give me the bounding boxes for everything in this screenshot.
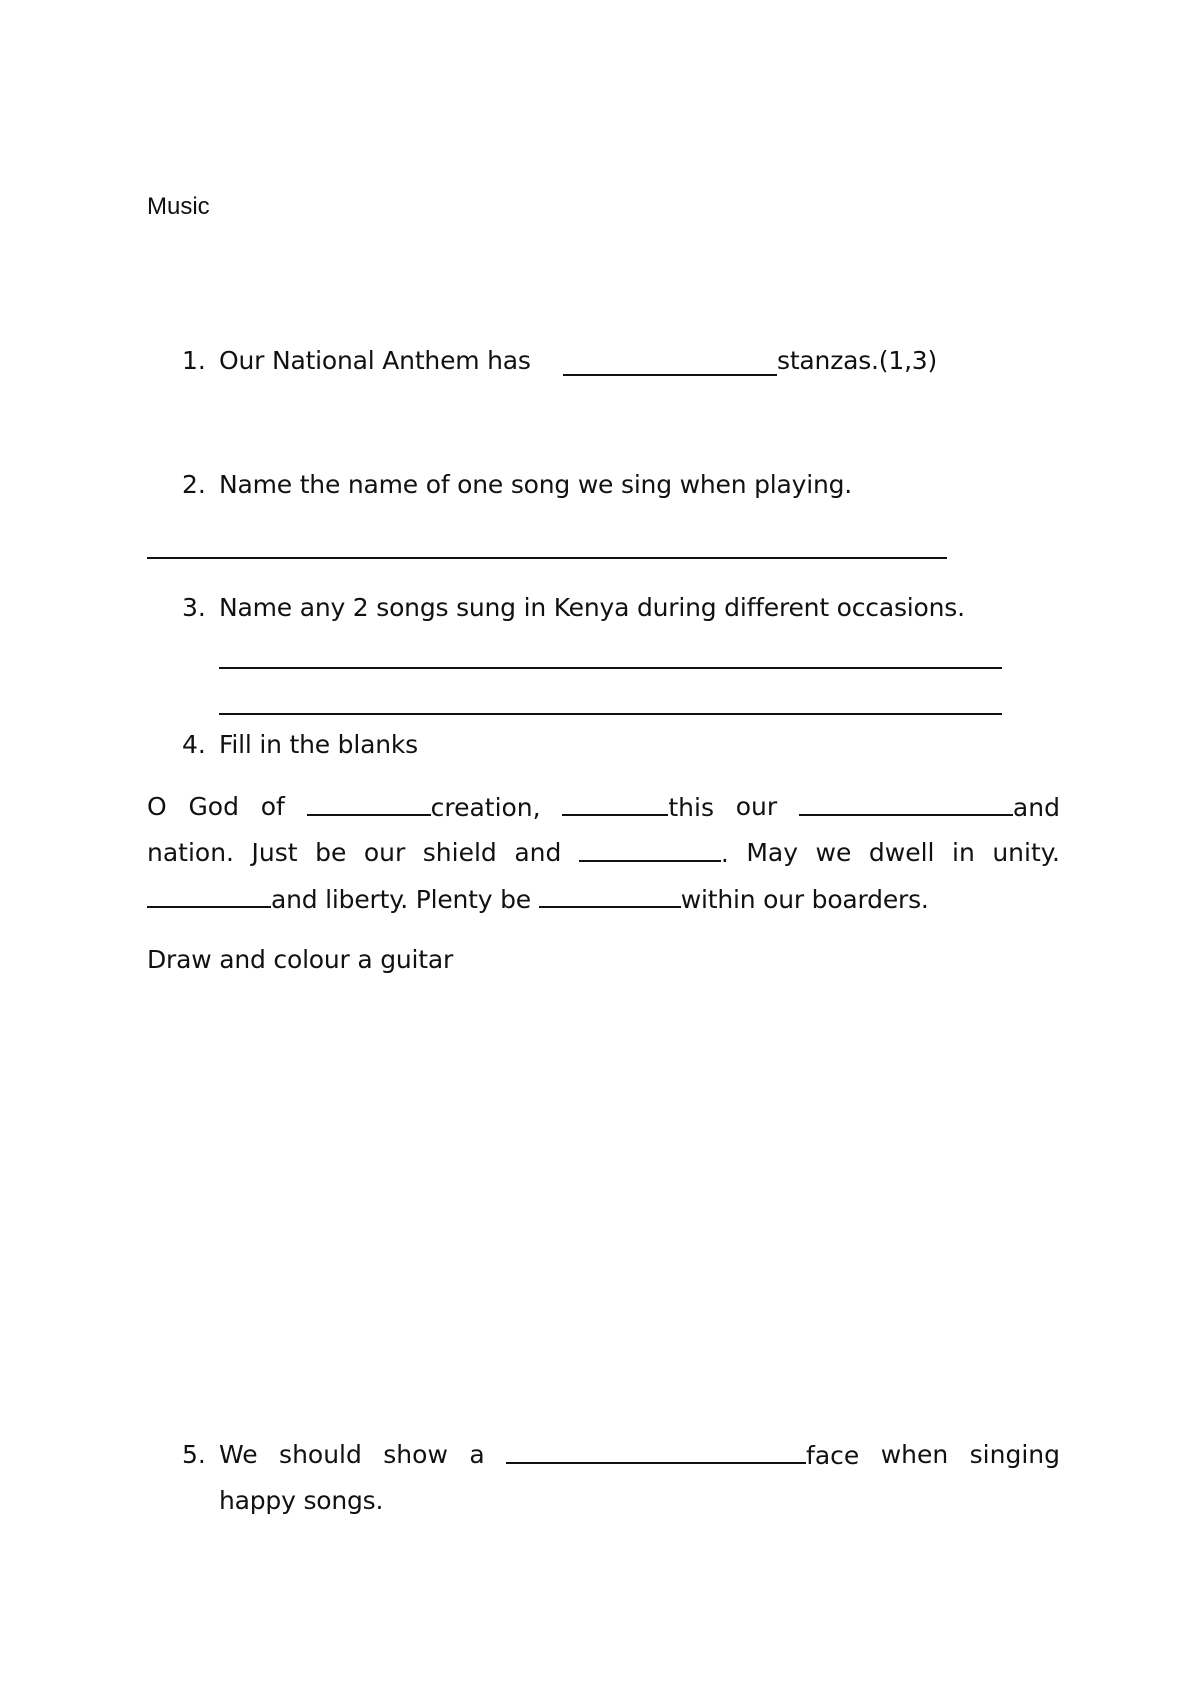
answer-blank[interactable] [506,1440,806,1464]
question-word: should [279,1440,362,1469]
question-blank-group [506,1440,859,1470]
question-word: singing [969,1440,1060,1469]
answer-blank[interactable] [147,884,271,908]
question-4-text: Fill in the blanks [219,730,418,759]
drawing-area[interactable] [147,990,1060,1410]
anthem-word: and [1012,793,1060,822]
anthem-word: May [746,838,799,867]
anthem-word: our [735,792,778,821]
anthem-blank-group [579,838,729,868]
question-number: 5. [182,1440,206,1469]
anthem-text: and liberty. Plenty be [271,885,539,914]
question-word: face [806,1441,860,1470]
anthem-word: in [952,838,975,867]
question-1-text-after: stanzas.(1,3) [777,346,938,375]
anthem-line-1 [147,792,1060,822]
anthem-line-2 [147,838,1060,868]
anthem-word: dwell [868,838,935,867]
anthem-text: within our boarders. [680,885,929,914]
anthem-word: unity. [992,838,1060,867]
anthem-word: of [260,792,285,821]
question-word: a [469,1440,485,1469]
answer-blank[interactable] [562,792,668,816]
question-5-line-1 [219,1440,1060,1470]
anthem-word: . [720,839,729,868]
question-5-line-2: happy songs. [219,1486,384,1515]
answer-line[interactable] [147,557,947,559]
anthem-word: O [147,792,167,821]
anthem-word: our [363,838,406,867]
answer-line[interactable] [219,667,1002,669]
question-number: 3. [182,593,206,622]
question-2-text: Name the name of one song we sing when playing. [219,470,853,499]
question-1-text-before: Our National Anthem has [219,346,539,375]
question-number: 1. [182,346,206,375]
question-word: when [880,1440,949,1469]
answer-blank[interactable] [539,884,681,908]
anthem-word: this [668,793,714,822]
anthem-word: creation, [430,793,541,822]
draw-instruction: Draw and colour a guitar [147,945,454,974]
anthem-blank-group [562,792,714,822]
answer-blank[interactable] [307,792,431,816]
answer-blank[interactable] [799,792,1013,816]
anthem-word: Just [251,838,298,867]
answer-line[interactable] [219,713,1002,715]
answer-blank[interactable] [563,374,777,376]
anthem-word: and [514,838,562,867]
anthem-word: God [188,792,239,821]
anthem-word: be [315,838,347,867]
anthem-word: we [815,838,852,867]
question-word: show [383,1440,448,1469]
question-word: We [219,1440,258,1469]
answer-blank[interactable] [579,838,721,862]
anthem-blank-group [307,792,541,822]
anthem-word: nation. [147,838,234,867]
anthem-word: shield [422,838,497,867]
question-3-text: Name any 2 songs sung in Kenya during different occasions. [219,593,965,622]
question-number: 2. [182,470,206,499]
page-heading: Music [147,193,210,220]
anthem-line-3 [147,884,929,914]
question-number: 4. [182,730,206,759]
anthem-blank-group [799,792,1060,822]
